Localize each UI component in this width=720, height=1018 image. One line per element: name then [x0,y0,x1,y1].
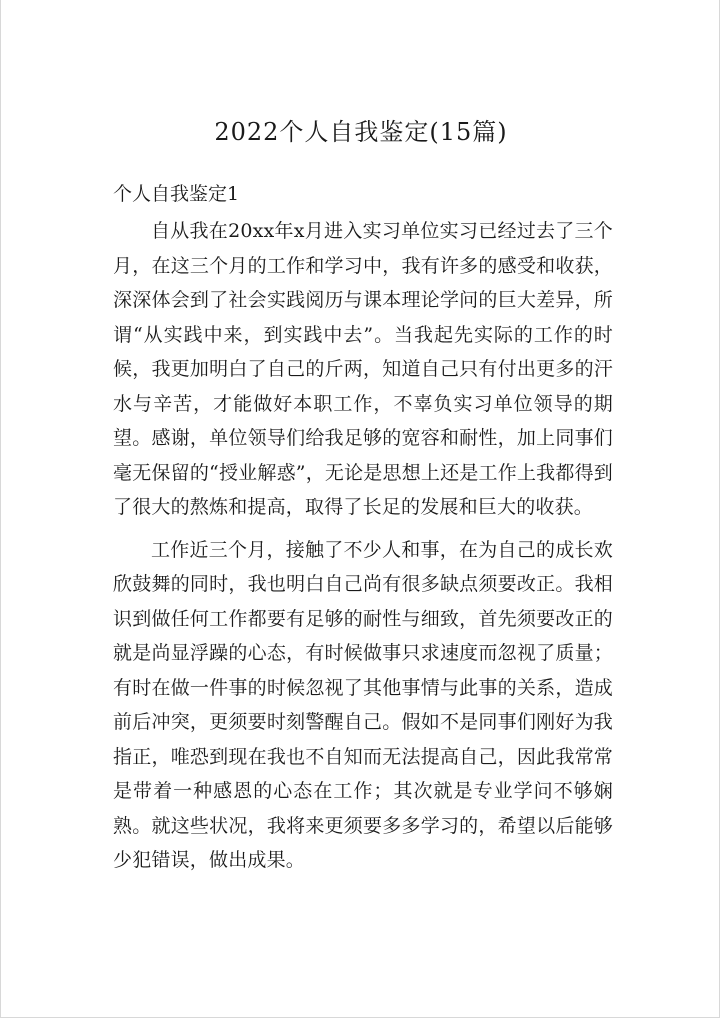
paragraph-1: 自从我在20xx年x月进入实习单位实习已经过去了三个月，在这三个月的工作和学习中，我有许多的感受和收获，深深体会到了社会实践阅历与课本理论学问的巨大差异，所谓“从实践中来，到实践中去”。当我起先实际的工作的时候，我更加明白了自己的斤两，知道自己只有付出更多的汗水与辛苦，才能做好本职工作，不辜负实习单位领导的期望。感谢，单位领导们给我足够的宽容和耐性，加上同事们毫无保留的“授业解惑”，无论是思想上还是工作上我都得到了很大的熬炼和提高，取得了长足的发展和巨大的收获。 [113,220,613,518]
section-heading: 个人自我鉴定1 [113,183,240,205]
paragraph-2: 工作近三个月，接触了不少人和事，在为自己的成长欢欣鼓舞的同时，我也明白自己尚有很多缺点须要改正。我相识到做任何工作都要有足够的耐性与细致，首先须要改正的就是尚显浮躁的心态，有时候做事只求速度而忽视了质量；有时在做一件事的时候忽视了其他事情与此事的关系，造成前后冲突，更须要时刻警醒自己。假如不是同事们刚好为我指正，唯恐到现在我也不自知而无法提高自己，因此我常常是带着一种感恩的心态在工作；其次就是专业学问不够娴熟。就这些状况，我将来更须要多多学习的，希望以后能够少犯错误，做出成果。 [113,538,613,871]
document-title: 2022个人自我鉴定(15篇) [214,118,508,146]
document-body [113,214,613,878]
